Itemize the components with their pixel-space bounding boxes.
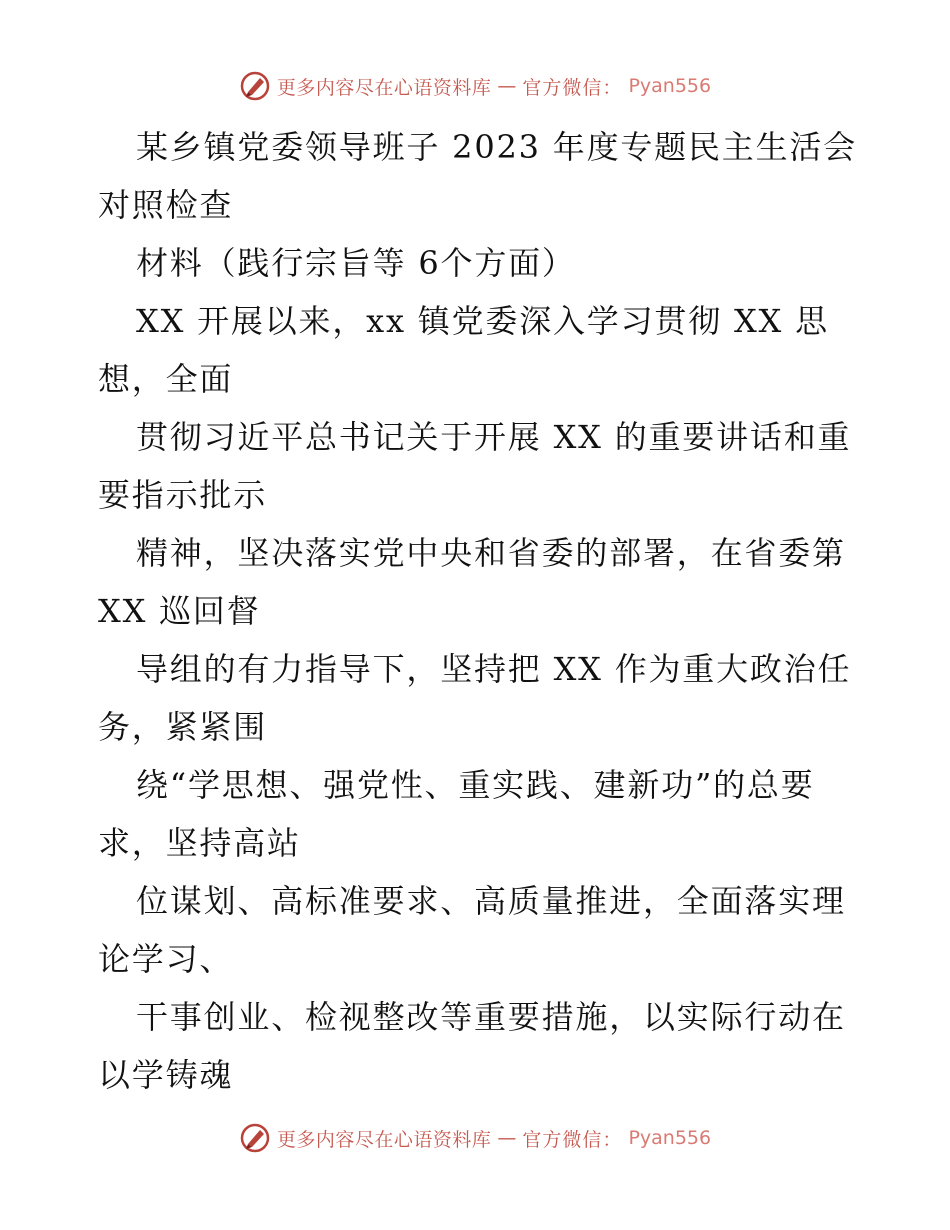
pen-logo-icon bbox=[239, 70, 271, 102]
text-line: 贯彻习近平总书记关于开展 XX 的重要讲话和重 bbox=[136, 418, 852, 456]
document-body bbox=[98, 118, 858, 1104]
watermark-label: 官方微信： bbox=[522, 1128, 623, 1151]
text-line: 某乡镇党委领导班子 2023 年度专题民主生活会 bbox=[136, 128, 857, 166]
text-line: 论学习、 bbox=[98, 940, 234, 978]
text-line: 精神，坚决落实党中央和省委的部署，在省委第 bbox=[136, 534, 846, 572]
text-line: 位谋划、高标准要求、高质量推进，全面落实理 bbox=[136, 882, 846, 920]
text-line: 务，紧紧围 bbox=[98, 708, 268, 746]
watermark-dash: — bbox=[497, 1127, 517, 1149]
text-line: 绕“学思想、强党性、重实践、建新功”的总要 bbox=[136, 766, 815, 804]
footer-watermark bbox=[0, 1122, 950, 1154]
text-line: 要指示批示 bbox=[98, 476, 268, 514]
text-line: 对照检查 bbox=[98, 186, 234, 224]
text-line: 想，全面 bbox=[98, 360, 234, 398]
watermark-text: 更多内容尽在心语资料库 bbox=[276, 1128, 492, 1151]
header-watermark bbox=[0, 70, 950, 102]
watermark-text: 更多内容尽在心语资料库 bbox=[276, 76, 492, 99]
text-line: 求，坚持高站 bbox=[98, 824, 301, 862]
text-line: 以学铸魂 bbox=[98, 1056, 234, 1094]
text-line: 干事创业、检视整改等重要措施，以实际行动在 bbox=[136, 998, 846, 1036]
text-line: XX 巡回督 bbox=[98, 592, 261, 630]
watermark-dash: — bbox=[497, 75, 517, 97]
text-line: 材料（践行宗旨等 6个方面） bbox=[136, 244, 576, 282]
text-line: XX 开展以来，xx 镇党委深入学习贯彻 XX 思 bbox=[136, 302, 829, 340]
watermark-id: Pyan556 bbox=[628, 1127, 712, 1149]
watermark-id: Pyan556 bbox=[628, 75, 712, 97]
pen-logo-icon bbox=[239, 1122, 271, 1154]
watermark-label: 官方微信： bbox=[522, 76, 623, 99]
text-line: 导组的有力指导下，坚持把 XX 作为重大政治任 bbox=[136, 650, 852, 688]
